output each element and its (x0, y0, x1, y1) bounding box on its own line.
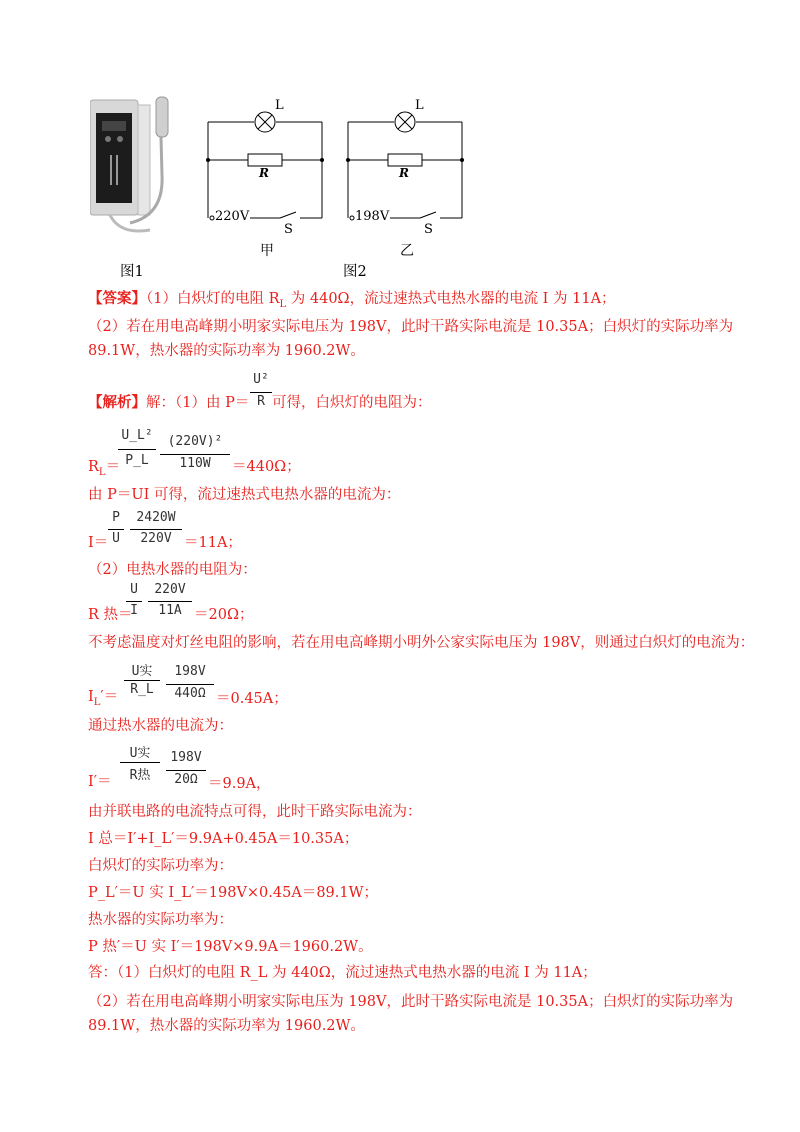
answer-line-1: 【答案】（1）白炽灯的电阻 $R_L$ 为 440Ω，流过速热式电热水器的电流 I 为 11A； (88, 290, 616, 310)
analysis-line-9: P_L′＝U 实 I_L′＝198V×0.45A＝89.1W； (88, 885, 379, 901)
eq2-f2-line (130, 529, 182, 530)
circuit-a-voltage-label: 220V (215, 209, 250, 224)
f0-fraction-line (250, 392, 272, 393)
analysis-tag: 【解析】 (88, 394, 146, 411)
eq3-f2-denominator: 11A (158, 603, 182, 618)
eq3-f2-numerator: 220V (154, 582, 186, 597)
eq1-f2-line (160, 454, 230, 455)
eq5-f1-numerator: U实 (129, 746, 151, 761)
eq1-f2-numerator: (220V)² (167, 434, 223, 449)
analysis-line-11: P 热′＝U 实 I′＝198V×9.9A＝1960.2W。 (88, 939, 373, 955)
eq2-lhs: I＝ (88, 535, 109, 551)
eq1-result: ＝440Ω； (232, 459, 301, 475)
eq3-result: ＝20Ω； (194, 607, 254, 623)
eq2-result: ＝11A； (184, 535, 242, 551)
figure-1-label: 图1 (120, 264, 144, 280)
eq1-f1-numerator: U_L² (121, 428, 153, 443)
analysis-line-8: 白炽灯的实际功率为： (88, 858, 233, 874)
eq5-result: ＝9.9A， (208, 776, 271, 792)
eq2-f2-numerator: 2420W (136, 510, 176, 525)
answer-line-2: （2）若在用电高峰期小明家实际电压为 198V，此时干路实际电流是 10.35A；白炽灯的实际功率为 (88, 319, 734, 335)
eq4-f1-line (124, 680, 160, 681)
circuit-a-caption: 甲 (260, 243, 274, 259)
eq1-f1-line (118, 449, 156, 450)
circuit-a-resistor-label: R (259, 166, 269, 180)
eq3-f1-line (126, 601, 142, 602)
figure-2-label: 图2 (343, 264, 367, 280)
eq4-f2-numerator: 198V (174, 664, 206, 679)
eq4-result: ＝0.45A； (216, 691, 288, 707)
eq2-f1-numerator: P (112, 510, 120, 525)
f0-numerator: U² (253, 372, 269, 387)
analysis-line-7: I 总＝I′+I_L′＝9.9A+0.45A＝10.35A； (88, 831, 359, 847)
eq4-f1-denominator: R_L (130, 682, 154, 697)
eq5-f2-denominator: 20Ω (174, 772, 198, 787)
eq5-f2-numerator: 198V (170, 750, 202, 765)
eq3-lhs: R 热＝ (88, 607, 133, 623)
analysis-line-3: （2）电热水器的电阻为： (88, 562, 257, 578)
analysis-intro: 【解析】解：（1）由 P＝ (88, 394, 250, 411)
final-line-2: （2）若在用电高峰期小明家实际电压为 198V，此时干路实际电流是 10.35A；白炽灯的实际功率为 (88, 994, 734, 1010)
circuit-b-switch-label: S (424, 222, 433, 237)
eq3-f1-denominator: I (130, 603, 138, 618)
eq1-f1-denominator: P_L (125, 453, 149, 468)
answer-tag: 【答案】 (88, 290, 146, 307)
eq5-f2-line (166, 770, 206, 771)
water-heater-image (90, 95, 200, 245)
f0-denominator: R (257, 394, 265, 409)
analysis-line-5: 通过热水器的电流为： (88, 718, 233, 734)
analysis-line-6: 由并联电路的电流特点可得，此时干路实际电流为： (88, 804, 422, 820)
circuit-a-lamp-label: L (275, 98, 284, 113)
final-line-1: 答：（1）白炽灯的电阻 R_L 为 440Ω，流过速热式电热水器的电流 I 为 11A； (88, 965, 597, 981)
circuit-b-lamp-label: L (415, 98, 424, 113)
eq3-f1-numerator: U (130, 582, 138, 597)
circuit-b-voltage-label: 198V (355, 209, 390, 224)
eq5-f1-line (120, 762, 160, 763)
eq4-f2-denominator: 440Ω (174, 686, 206, 701)
eq1-lhs: $R_L=$ (88, 459, 121, 478)
eq4-f2-line (166, 684, 214, 685)
circuit-b-caption: 乙 (400, 243, 414, 259)
final-line-3: 89.1W，热水器的实际功率为 1960.2W。 (88, 1018, 365, 1034)
answer-line-3: 89.1W，热水器的实际功率为 1960.2W。 (88, 343, 365, 359)
circuit-a-switch-label: S (284, 222, 293, 237)
eq5-lhs: I′＝ (88, 774, 112, 790)
final-tag: 答： (88, 965, 117, 981)
analysis-intro-tail: 可得，白炽灯的电阻为： (272, 395, 432, 411)
eq2-f1-denominator: U (112, 531, 120, 546)
eq3-f2-line (148, 601, 192, 602)
analysis-line-10: 热水器的实际功率为： (88, 912, 233, 928)
eq2-f2-denominator: 220V (140, 531, 172, 546)
analysis-line-4: 不考虑温度对灯丝电阻的影响，若在用电高峰期小明外公家实际电压为 198V，则通过白炽灯的电流为： (88, 635, 755, 651)
eq4-f1-numerator: U实 (131, 664, 153, 679)
eq4-lhs: $I_L'=$ (88, 689, 119, 708)
eq1-f2-denominator: 110W (179, 456, 211, 471)
eq5-f1-denominator: R热 (129, 768, 151, 783)
circuit-b-resistor-label: R (399, 166, 409, 180)
analysis-line-2: 由 P＝UI 可得，流过速热式电热水器的电流为： (88, 487, 401, 503)
eq2-f1-line (108, 529, 124, 530)
